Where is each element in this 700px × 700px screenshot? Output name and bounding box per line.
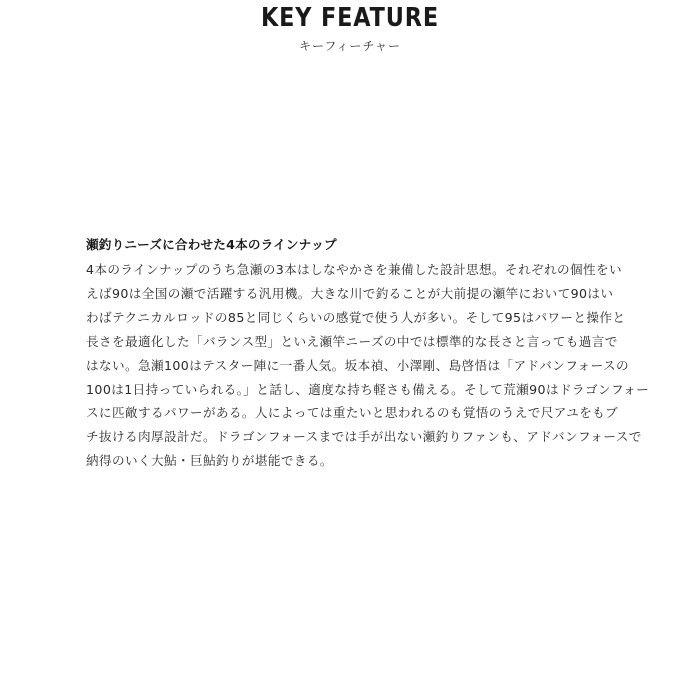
feature-body-line: えば90は全国の瀬で活躍する汎用機。大きな川で釣ることが大前提の瀬竿において90はい [86, 285, 614, 301]
section-title: KEY FEATURE [260, 3, 440, 33]
section-subtitle: キーフィーチャー [298, 39, 402, 53]
feature-title: 瀬釣りニーズに合わせた4本のラインナップ [86, 237, 337, 252]
feature-body-line: 長さを最適化した「バランス型」といえ瀬竿ニーズの中では標準的な長さと言っても過言で [86, 333, 618, 349]
feature-body-line: はない。急瀬100はテスター陣に一番人気。坂本禎、小澤剛、島啓悟は「アドバンフォースの [86, 357, 629, 373]
feature-body-line: スに匹敵するパワーがある。人によっては重たいと思われるのも覚悟のうえで尺アユをもブ [86, 405, 619, 421]
feature-body-line: 4本のラインナップのうち急瀬の3本はしなやかさを兼備した設計思想。それぞれの個性をい [86, 262, 622, 277]
feature-body-line: 納得のいく大鮎・巨鮎釣りが堪能できる。 [86, 453, 333, 469]
feature-body [86, 258, 650, 473]
section-heading [0, 2, 700, 54]
feature-description [86, 234, 650, 473]
feature-body-line: 100は1日持っていられる。」と話し、適度な持ち軽さも備える。そして荒瀬90はドラゴンフォー [86, 381, 650, 397]
feature-body-line: チ抜ける肉厚設計だ。ドラゴンフォースまでは手が出ない瀬釣りファンも、アドバンフォースで [86, 429, 642, 445]
feature-body-line: わばテクニカルロッドの85と同じくらいの感覚で使う人が多い。そして95はパワーと操作と [86, 309, 626, 325]
